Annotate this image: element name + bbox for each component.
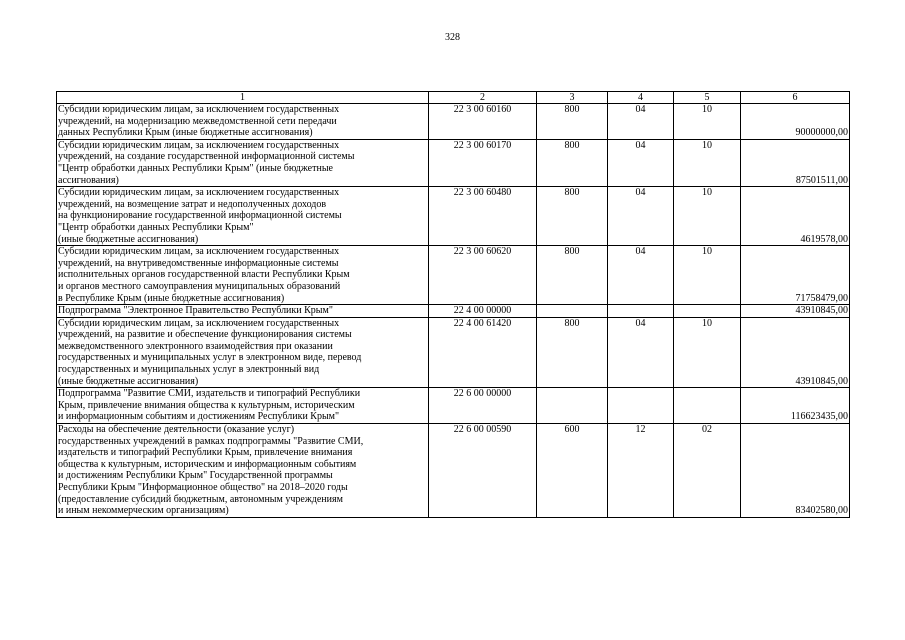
header-col-1: 1 (57, 92, 429, 104)
row-col-4: 04 (608, 317, 674, 388)
table-row (57, 317, 850, 388)
row-col-5: 10 (674, 104, 741, 140)
row-name-text: Субсидии юридическим лицам, за исключением государственных учреждений, на возмещение затрат и недополученных доходов на функционирование государственной информационной системы "Центр обработки данных Республики Крым" (иные бюджетные ассигнования) (58, 187, 342, 245)
row-name (57, 104, 429, 140)
row-name (57, 317, 429, 388)
row-amount: 43910845,00 (741, 305, 850, 318)
row-name-text: Субсидии юридическим лицам, за исключением государственных учреждений, на внутриведомственные информационные системы исполнительных органов государственной власти Республики Крым и органов местного самоуправления муниципальных образований в Республике Крым (иные бюджетные ассигнования) (58, 246, 350, 304)
row-col-5: 02 (674, 424, 741, 518)
table-row (57, 388, 850, 424)
row-col-5: 10 (674, 246, 741, 305)
row-col-5: 10 (674, 187, 741, 246)
table-row (57, 139, 850, 186)
row-name (57, 246, 429, 305)
row-code: 22 3 00 60480 (429, 187, 537, 246)
row-col-3: 800 (537, 187, 608, 246)
row-col-4: 12 (608, 424, 674, 518)
row-code: 22 4 00 00000 (429, 305, 537, 318)
row-name-text: Субсидии юридическим лицам, за исключением государственных учреждений, на создание государственной информационной системы "Центр обработки данных Республики Крым" (иные бюджетные ассигнования) (58, 139, 355, 186)
row-col-3 (537, 388, 608, 424)
header-row (57, 92, 850, 104)
row-amount: 4619578,00 (741, 187, 850, 246)
row-amount: 83402580,00 (741, 424, 850, 518)
budget-table (56, 91, 850, 518)
row-col-4 (608, 388, 674, 424)
row-amount: 71758479,00 (741, 246, 850, 305)
row-col-3: 800 (537, 246, 608, 305)
row-name (57, 139, 429, 186)
table-row (57, 424, 850, 518)
table-row (57, 104, 850, 140)
row-col-3: 600 (537, 424, 608, 518)
row-code: 22 6 00 00590 (429, 424, 537, 518)
row-amount: 116623435,00 (741, 388, 850, 424)
row-code: 22 3 00 60160 (429, 104, 537, 140)
row-amount: 87501511,00 (741, 139, 850, 186)
row-amount: 43910845,00 (741, 317, 850, 388)
row-amount: 90000000,00 (741, 104, 850, 140)
row-name-text: Подпрограмма "Развитие СМИ, издательств и типографий Республики Крым, привлечение внимания общества к культурным, историческим и информационным событиям и достижениям Республики Крым" (58, 388, 361, 423)
row-code: 22 3 00 60620 (429, 246, 537, 305)
table-row (57, 187, 850, 246)
row-col-5 (674, 388, 741, 424)
row-name (57, 388, 429, 424)
row-col-5 (674, 305, 741, 318)
row-col-3: 800 (537, 104, 608, 140)
header-col-5: 5 (674, 92, 741, 104)
row-name-text: Субсидии юридическим лицам, за исключением государственных учреждений, на модернизацию межведомственной сети передачи данных Республики Крым (иные бюджетные ассигнования) (58, 104, 340, 139)
row-code: 22 4 00 61420 (429, 317, 537, 388)
header-col-2: 2 (429, 92, 537, 104)
table-row (57, 246, 850, 305)
row-col-3: 800 (537, 317, 608, 388)
row-col-4: 04 (608, 246, 674, 305)
header-col-4: 4 (608, 92, 674, 104)
row-col-4: 04 (608, 104, 674, 140)
header-col-6: 6 (741, 92, 850, 104)
row-col-4: 04 (608, 187, 674, 246)
row-col-3 (537, 305, 608, 318)
row-name (57, 187, 429, 246)
row-name-text: Расходы на обеспечение деятельности (оказание услуг) государственных учреждений в рамках подпрограммы "Развитие СМИ, издательств и типографий Республики Крым, привлечение внимания общества к культурным, историческим и информационным событиям и достижениям Республики Крым" Государственной программы Республики Крым "Информационное общество" на 2018–2020 годы (предоставление субсидий бюджетным, автономным учреждениям и иным некоммерческим организациям) (58, 424, 364, 517)
row-col-5: 10 (674, 317, 741, 388)
page-number: 328 (445, 32, 460, 43)
header-col-3: 3 (537, 92, 608, 104)
row-col-4 (608, 305, 674, 318)
row-code: 22 6 00 00000 (429, 388, 537, 424)
row-col-4: 04 (608, 139, 674, 186)
row-col-3: 800 (537, 139, 608, 186)
table-row (57, 305, 850, 318)
row-col-5: 10 (674, 139, 741, 186)
row-name (57, 424, 429, 518)
row-name-text: Субсидии юридическим лицам, за исключением государственных учреждений, на развитие и обеспечение функционирования системы межведомственного электронного взаимодействия при оказании государственных и муниципальных услуг в электронном виде, перевод государственных и муниципальных услуг в электронный вид (иные бюджетные ассигнования) (58, 317, 362, 387)
row-name-text: Подпрограмма "Электронное Правительство Республики Крым" (58, 305, 333, 317)
row-name (57, 305, 429, 318)
row-code: 22 3 00 60170 (429, 139, 537, 186)
